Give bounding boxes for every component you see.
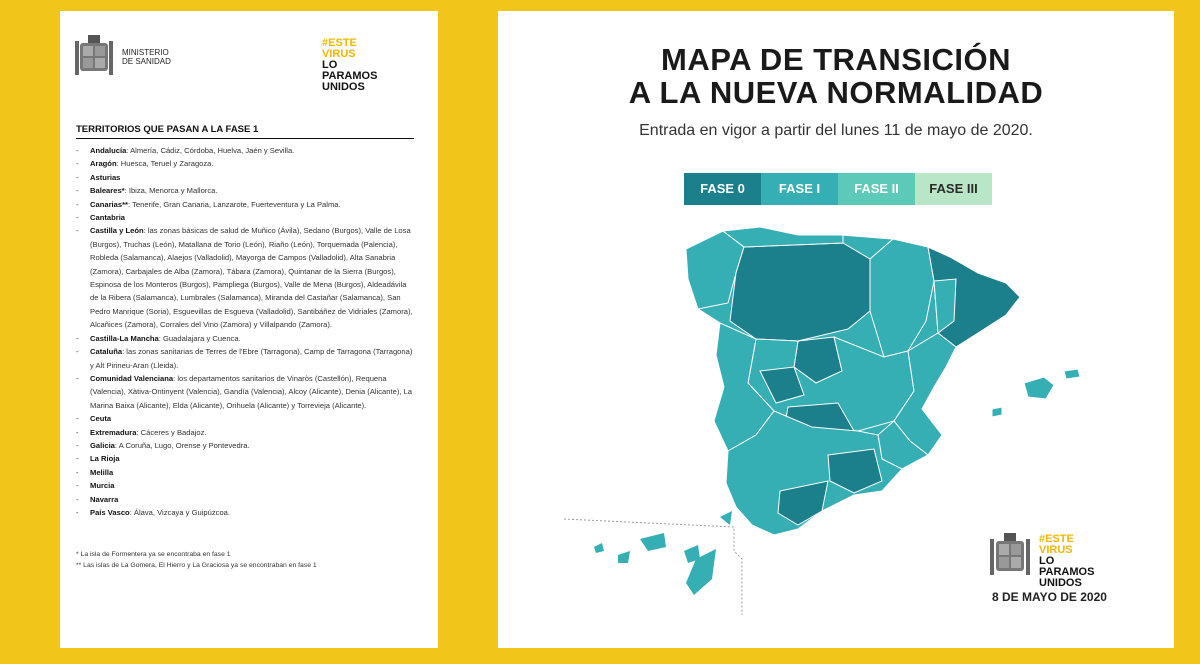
- slogan-line: LO: [322, 59, 338, 71]
- territory-item: [76, 144, 414, 157]
- slogan-line: PARAMOS: [322, 70, 378, 82]
- territory-name: Cataluña: [90, 347, 123, 357]
- ministry-logo: [74, 33, 192, 81]
- canary-island: [640, 533, 666, 551]
- slogan-line: UNIDOS: [1039, 577, 1082, 589]
- slogan-line: UNIDOS: [322, 81, 365, 93]
- territory-name: La Rioja: [90, 454, 120, 464]
- slogan-line: LO: [1039, 555, 1055, 567]
- territory-item: [76, 345, 414, 372]
- territory-name: Asturias: [90, 172, 121, 182]
- territory-item: [76, 452, 414, 465]
- territory-name: Cantabria: [90, 213, 126, 223]
- territory-detail: : los departamentos sanitarios de Vinaròs (Castellón), Requena (Valencia), Xàtiva-Ontinyent (Valencia), Gandía (Valencia), Alcoy (Alicante), Denia (Alicante), La Marina Baixa (Alicante), Elda (Alicante), Orihuela (Alicante) y Torrevieja (Alicante).: [90, 373, 413, 410]
- territory-item: [76, 466, 414, 479]
- coat-of-arms-icon: [988, 531, 1032, 581]
- territory-name: Comunidad Valenciana: [90, 373, 174, 383]
- canary-island: [618, 551, 630, 563]
- map-panel: [498, 11, 1174, 648]
- slogan-logo: [1039, 534, 1094, 589]
- balearic-ibiza: [992, 407, 1002, 417]
- footnote: ** Las islas de La Gomera, El Hierro y La Graciosa ya se encontraban en fase 1: [76, 562, 317, 569]
- coat-of-arms-icon: [74, 33, 114, 81]
- legend-item-phase-1: FASE I: [761, 173, 838, 205]
- territory-item: [76, 412, 414, 425]
- territory-item: [76, 506, 414, 519]
- balearic-menorca: [1064, 369, 1080, 379]
- territory-item: [76, 171, 414, 184]
- territory-name: Andalucía: [90, 146, 127, 155]
- slogan-line: #ESTE: [322, 37, 357, 49]
- slogan-logo: [322, 38, 377, 93]
- territory-detail: : Almería, Cádiz, Córdoba, Huelva, Jaén y Sevilla.: [126, 146, 295, 155]
- region-north: [723, 227, 843, 247]
- territory-name: Navarra: [90, 494, 119, 504]
- territory-detail: : Huesca, Teruel y Zaragoza.: [116, 159, 214, 169]
- territory-item: [76, 157, 414, 170]
- territory-name: Baleares*: [90, 186, 125, 196]
- territory-name: Murcia: [90, 481, 115, 491]
- ministry-name: MINISTERIO DE SANIDAD: [122, 48, 171, 66]
- territory-item: [76, 224, 414, 331]
- canary-island: [720, 511, 732, 525]
- map-subtitle: Entrada en vigor a partir del lunes 11 de mayo de 2020.: [639, 122, 1033, 139]
- legend-item-phase-3: FASE III: [915, 173, 992, 205]
- territory-name: Ceuta: [90, 414, 112, 424]
- slogan-line: VIRUS: [322, 48, 356, 60]
- territory-detail: : Cáceres y Badajoz.: [136, 427, 207, 437]
- territory-name: Extremadura: [90, 427, 137, 437]
- territory-item: [76, 372, 414, 412]
- territory-detail: : Álava, Vizcaya y Guipúzcoa.: [129, 507, 231, 517]
- territory-detail: : Tenerife, Gran Canaria, Lanzarote, Fuerteventura y La Palma.: [128, 199, 341, 209]
- territory-item: [76, 332, 414, 345]
- territory-item: [76, 184, 414, 197]
- balearic-mallorca: [1024, 377, 1054, 399]
- territory-name: Castilla-La Mancha: [90, 333, 159, 343]
- territory-item: [76, 439, 414, 452]
- legend-item-phase-2: FASE II: [838, 173, 915, 205]
- section-heading: TERRITORIOS QUE PASAN A LA FASE 1: [76, 124, 414, 139]
- territory-item: [76, 211, 414, 224]
- territory-name: Canarias**: [90, 199, 128, 209]
- canary-island: [594, 543, 604, 553]
- territory-item: [76, 198, 414, 211]
- footnote: * La isla de Formentera ya se encontraba en fase 1: [76, 551, 231, 558]
- territory-name: Aragón: [90, 159, 117, 169]
- publication-date: 8 DE MAYO DE 2020: [992, 590, 1107, 604]
- territory-name: Melilla: [90, 467, 114, 477]
- document-panel: [60, 11, 438, 648]
- territory-detail: : las zonas básicas de salud de Muñico (Ávila), Sedano (Burgos), Valle de Losa (Burgos), Truchas (León), Matallana de Torio (León), Riaño (León), Torquemada (Palencia), Robleda (Salamanca), Alaejos (Valladolid), Mayorga de Campos (Valladolid), Alta Sanabria (Zamora), Carbajales de Alba (Zamora), Tábara (Zamora), Quintanar de la Sierra (Burgos), Espinosa de los Monteros (Burgos), Pampliega (Burgos), Valle de Mena (Burgos), Aldeadávila de la Ribera (Salamanca), Lumbrales (Salamanca), Miranda del Castañar (Salamanca), San Pedro Manrique (Soria), Esguevillas de Esgueva (Valladolid), Santibáñez de Vidriales (Zamora), Alcañices (Zamora), Corrales del Vino (Zamora) y Villalpando (Zamora).: [90, 226, 413, 330]
- territory-list: [76, 144, 414, 519]
- territory-detail: : Guadalajara y Cuenca.: [158, 333, 241, 343]
- territory-name: Castilla y León: [90, 226, 144, 236]
- region-castilla-leon: [730, 243, 870, 341]
- territory-item: [76, 479, 414, 492]
- territory-name: Galicia: [90, 440, 115, 450]
- canary-inset-frame: [564, 519, 742, 615]
- title-line: A LA NUEVA NORMALIDAD: [628, 75, 1044, 110]
- title-line: MAPA DE TRANSICIÓN: [661, 42, 1011, 77]
- territory-detail: : Ibiza, Menorca y Mallorca.: [124, 186, 218, 196]
- territory-name: País Vasco: [90, 507, 130, 517]
- territory-item: [76, 493, 414, 506]
- territory-detail: : A Coruña, Lugo, Orense y Pontevedra.: [114, 440, 250, 450]
- legend-item-phase-0: FASE 0: [684, 173, 761, 205]
- territory-detail: : las zonas sanitarias de Terres de l'Ebre (Tarragona), Camp de Tarragona (Tarragona) y Alt Pirineu-Aran (Lleida).: [90, 347, 413, 370]
- territory-item: [76, 426, 414, 439]
- slogan-line: PARAMOS: [1039, 566, 1095, 578]
- slogan-line: VIRUS: [1039, 544, 1073, 556]
- slogan-line: #ESTE: [1039, 533, 1074, 545]
